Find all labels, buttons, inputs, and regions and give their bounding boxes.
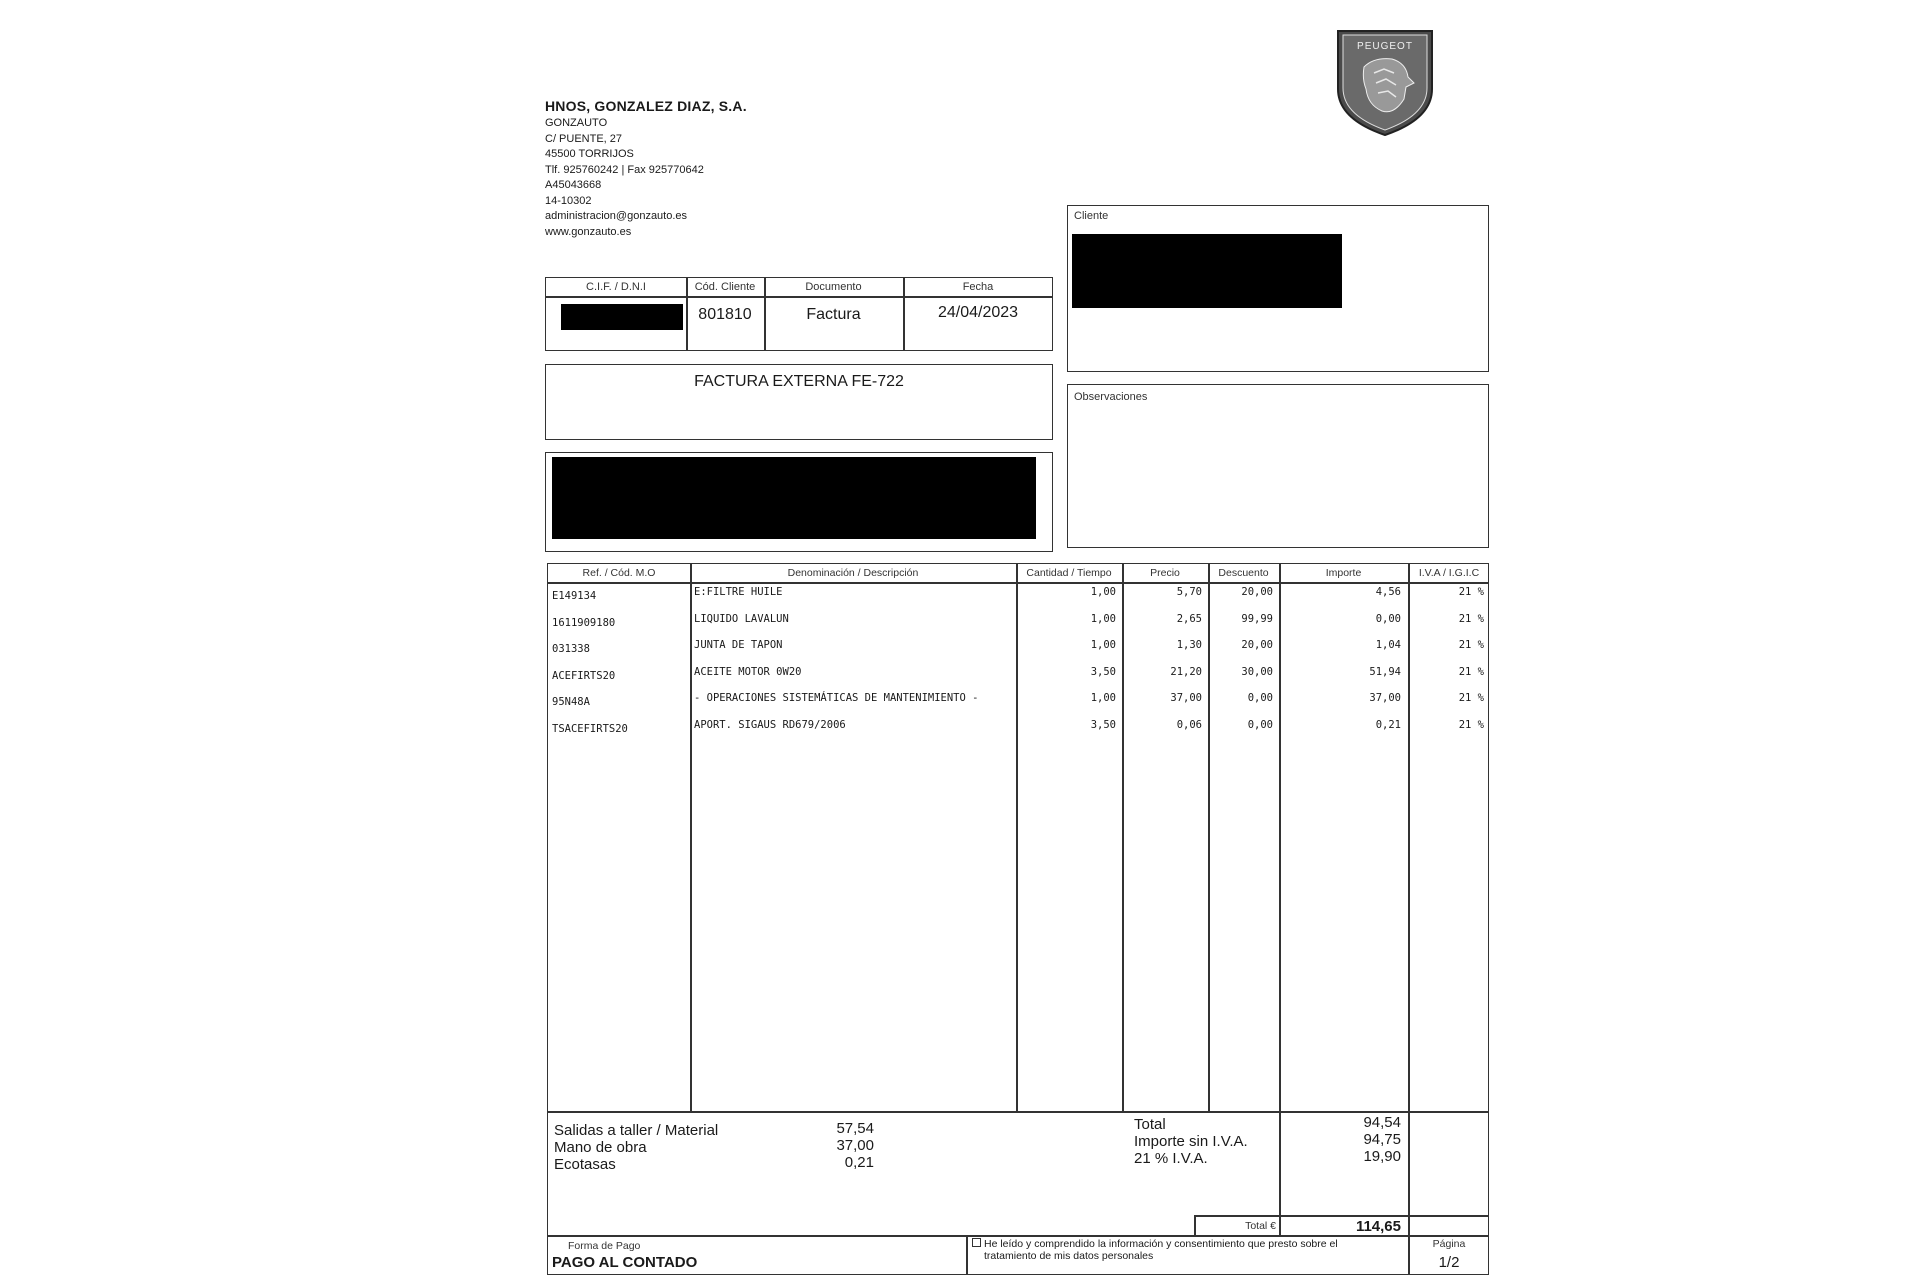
cell-amount: 0,21: [1375, 718, 1401, 731]
cell-price: 2,65: [1176, 612, 1202, 625]
cell-price: 21,20: [1170, 665, 1202, 678]
summary-label: Salidas a taller / Material: [554, 1122, 719, 1139]
total-label: Total €: [1245, 1220, 1276, 1232]
cell-qty: 1,00: [1090, 612, 1116, 625]
cell-amount: 37,00: [1369, 692, 1401, 704]
company-line: GONZAUTO: [545, 117, 608, 129]
company-line: C/ PUENTE, 27: [545, 132, 623, 145]
th-ref: Ref. / Cód. M.O: [582, 567, 656, 579]
cell-iva: 21 %: [1458, 639, 1484, 651]
cell-ref: 031338: [552, 643, 590, 655]
summary-label: Mano de obra: [554, 1139, 647, 1156]
cell-desc: ACEITE MOTOR 0W20: [694, 665, 802, 678]
footer-box: [547, 1235, 1489, 1275]
redacted-cliente: [1072, 234, 1342, 308]
invoice-title: FACTURA EXTERNA FE-722: [694, 373, 904, 390]
cell-desc: - OPERACIONES SISTEMÁTICAS DE MANTENIMIENTO -: [694, 692, 979, 704]
pagina-value: 1/2: [1438, 1254, 1460, 1271]
cell-disc: 0,00: [1247, 718, 1273, 731]
th-desc: Denominación / Descripción: [787, 567, 919, 579]
peugeot-logo: [1334, 27, 1436, 139]
company-details: [545, 116, 704, 240]
forma-pago-label: Forma de Pago: [568, 1240, 641, 1252]
company-line: 45500 TORRIJOS: [545, 148, 634, 160]
observaciones-box: [1067, 384, 1489, 548]
summary-value: 19,90: [1363, 1148, 1401, 1165]
cell-ref: 95N48A: [552, 696, 590, 708]
cell-qty: 1,00: [1090, 639, 1116, 651]
table-row: [548, 611, 1488, 631]
cell-qty: 3,50: [1090, 718, 1116, 731]
summary-value: 37,00: [836, 1137, 874, 1154]
cliente-box: [1067, 205, 1489, 372]
th-amount: Importe: [1325, 567, 1362, 579]
redacted-cif: [561, 304, 683, 330]
documento-label: Documento: [805, 281, 862, 293]
summary-value: 94,54: [1363, 1114, 1401, 1131]
summary-label: Total: [1134, 1116, 1166, 1133]
summary-label: Ecotasas: [554, 1156, 616, 1173]
cell-desc: LIQUIDO LAVALUN: [694, 612, 789, 625]
summary-label: 21 % I.V.A.: [1134, 1150, 1208, 1167]
cell-disc: 0,00: [1247, 692, 1273, 704]
cell-disc: 20,00: [1241, 639, 1273, 651]
table-row: [548, 584, 1488, 604]
cell-desc: APORT. SIGAUS RD679/2006: [694, 718, 846, 731]
cell-iva: 21 %: [1458, 612, 1484, 625]
fecha-value: 24/04/2023: [937, 304, 1019, 321]
summary-value: 0,21: [844, 1154, 874, 1171]
company-line: Tlf. 925760242 | Fax 925770642: [545, 163, 704, 176]
summary-box: [547, 1111, 1489, 1237]
cell-ref: ACEFIRTS20: [552, 669, 616, 682]
doc-header-table: [545, 277, 1053, 351]
documento-value: Factura: [806, 306, 861, 323]
consent-line-1: He leído y comprendido la información y consentimiento que presto sobre el: [984, 1238, 1338, 1250]
fecha-label: Fecha: [962, 281, 994, 293]
cod-cliente-label: Cód. Cliente: [694, 281, 756, 293]
company-line: www.gonzauto.es: [545, 225, 632, 238]
cell-price: 1,30: [1176, 639, 1202, 651]
th-price: Precio: [1150, 567, 1180, 579]
cell-price: 0,06: [1176, 718, 1202, 731]
cell-iva: 21 %: [1458, 665, 1484, 678]
cod-cliente-value: 801810: [698, 306, 752, 323]
cell-amount: 1,04: [1375, 639, 1401, 651]
summary-value: 57,54: [836, 1120, 874, 1137]
cif-label: C.I.F. / D.N.I: [586, 281, 646, 293]
consent-text: [972, 1238, 1338, 1262]
th-disc: Descuento: [1218, 567, 1269, 579]
table-row: [548, 664, 1488, 684]
cell-iva: 21 %: [1458, 692, 1484, 704]
cell-amount: 4,56: [1375, 586, 1401, 598]
cell-disc: 30,00: [1241, 665, 1273, 678]
table-row: [548, 717, 1488, 737]
company-line: administracion@gonzauto.es: [545, 210, 688, 222]
cell-iva: 21 %: [1458, 718, 1484, 731]
th-qty: Cantidad / Tiempo: [1026, 567, 1112, 579]
cell-disc: 99,99: [1241, 612, 1273, 625]
cell-qty: 3,50: [1090, 665, 1116, 678]
th-iva: I.V.A / I.G.I.C: [1418, 567, 1480, 579]
cell-disc: 20,00: [1241, 586, 1273, 598]
vehicle-info-box: [545, 452, 1053, 552]
table-row: [548, 637, 1488, 657]
cell-desc: E:FILTRE HUILE: [694, 586, 783, 598]
peugeot-lion-shield-icon: [1334, 27, 1436, 139]
redacted-block: [552, 457, 1036, 539]
cliente-label: Cliente: [1074, 210, 1109, 222]
forma-pago-value: PAGO AL CONTADO: [552, 1254, 698, 1271]
company-line: A45043668: [545, 179, 602, 191]
observaciones-label: Observaciones: [1074, 391, 1148, 403]
table-row: [548, 690, 1488, 710]
cell-price: 5,70: [1176, 586, 1202, 598]
svg-text:PEUGEOT: PEUGEOT: [1357, 41, 1413, 52]
cell-amount: 51,94: [1369, 665, 1401, 678]
company-name: HNOS, GONZALEZ DIAZ, S.A.: [545, 98, 747, 114]
invoice-title-box: [545, 364, 1053, 440]
cell-qty: 1,00: [1090, 586, 1116, 598]
consent-checkbox[interactable]: [972, 1238, 981, 1247]
summary-label: Importe sin I.V.A.: [1134, 1133, 1248, 1150]
cell-ref: 1611909180: [552, 616, 616, 629]
cell-ref: TSACEFIRTS20: [552, 722, 628, 735]
summary-value: 94,75: [1363, 1131, 1401, 1148]
consent-line-2: tratamiento de mis datos personales: [984, 1250, 1154, 1262]
cell-qty: 1,00: [1090, 692, 1116, 704]
cell-price: 37,00: [1170, 692, 1202, 704]
pagina-label: Página: [1432, 1238, 1466, 1250]
cell-amount: 0,00: [1375, 612, 1401, 625]
total-value: 114,65: [1355, 1218, 1401, 1235]
company-line: 14-10302: [545, 194, 592, 207]
line-items-table: [547, 563, 1489, 1113]
cell-ref: E149134: [552, 590, 597, 602]
cell-desc: JUNTA DE TAPON: [694, 639, 783, 651]
cell-iva: 21 %: [1458, 586, 1484, 598]
